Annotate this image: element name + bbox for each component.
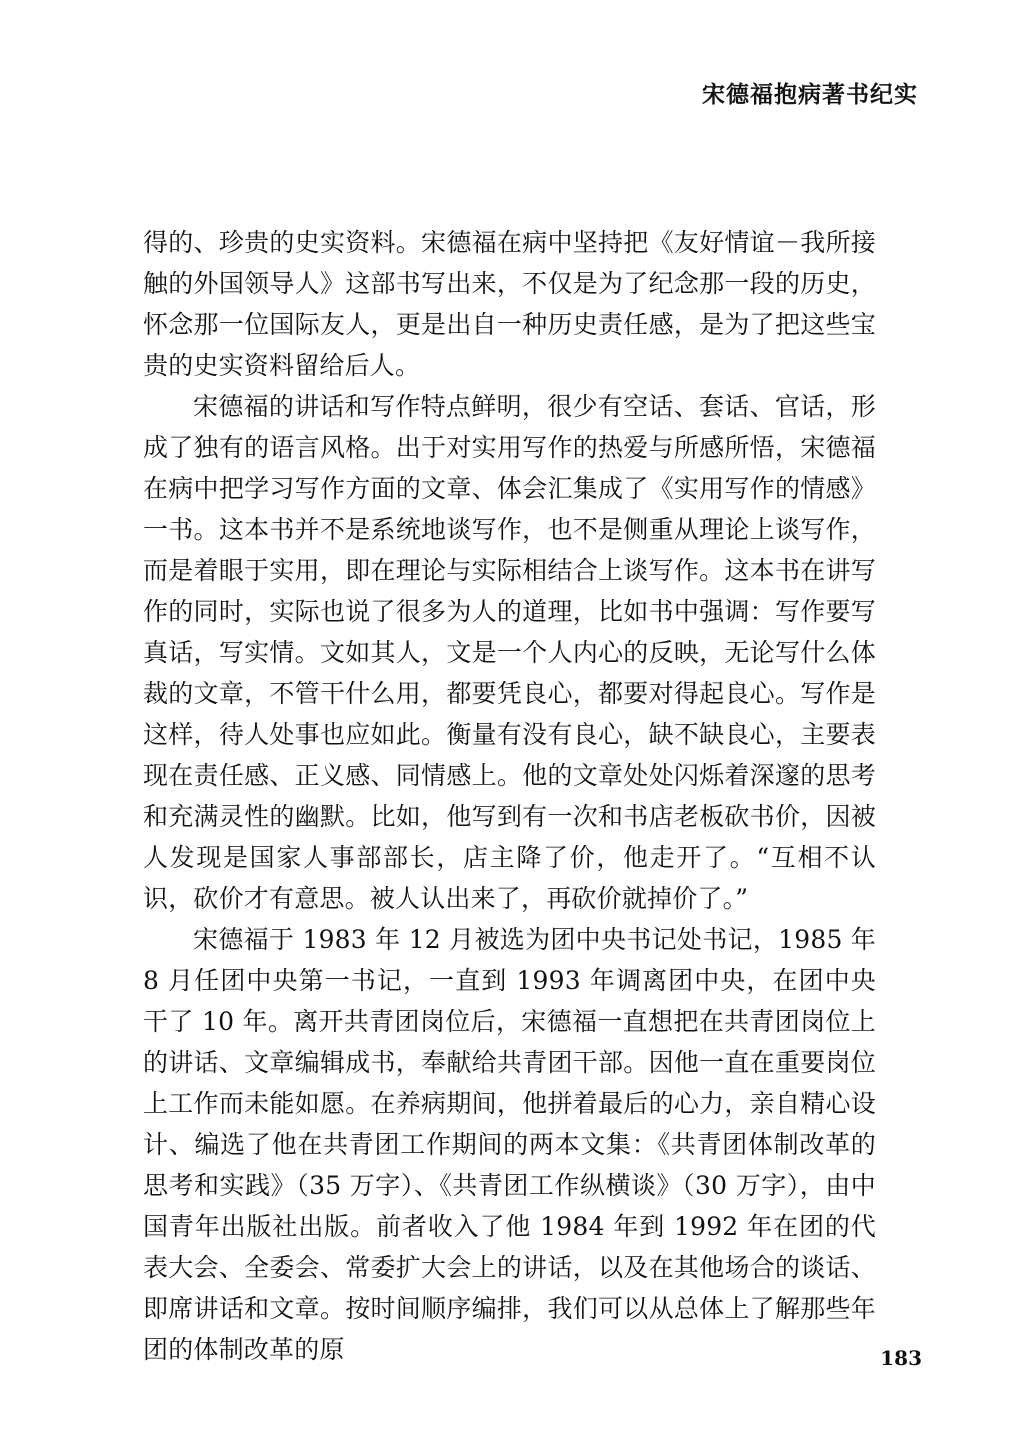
running-header-title: 宋德福抱病著书纪实 <box>702 81 918 108</box>
paragraph-continued: 得的、珍贵的史实资料。宋德福在病中坚持把《友好情谊－我所接触的外国领导人》这部书写出来，不仅是为了纪念那一段的历史，怀念那一位国际友人，更是出自一种历史责任感，是为了把这些宝贵的史实资料留给后人。 <box>143 228 876 380</box>
page-number: 183 <box>880 1346 922 1370</box>
body-text <box>143 222 876 1370</box>
paragraph-youth-league: 宋德福于 1983 年 12 月被选为团中央书记处书记，1985 年 8 月任团中央第一书记，一直到 1993 年调离团中央，在团中央干了 10 年。离开共青团岗位后，宋德福一直想把在共青团岗位上的讲话、文章编辑成书，奉献给共青团干部。因他一直在重要岗位上工作而未能如愿。在养病期间，他拼着最后的心力，亲自精心设计、编选了他在共青团工作期间的两本文集：《共青团体制改革的思考和实践》（35 万字）、《共青团工作纵横谈》（30 万字），由中国青年出版社出版。前者收入了他 1984 年到 1992 年在团的代表大会、全委会、常委扩大会上的讲话，以及在其他场合的谈话、即席讲话和文章。按时间顺序编排，我们可以从总体上了解那些年团的体制改革的原 <box>143 925 876 1364</box>
paragraph-writing-style: 宋德福的讲话和写作特点鲜明，很少有空话、套话、官话，形成了独有的语言风格。出于对实用写作的热爱与所感所悟，宋德福在病中把学习写作方面的文章、体会汇集成了《实用写作的情感》一书。这本书并不是系统地谈写作，也不是侧重从理论上谈写作，而是着眼于实用，即在理论与实际相结合上谈写作。这本书在讲写作的同时，实际也说了很多为人的道理，比如书中强调：写作要写真话，写实情。文如其人，文是一个人内心的反映，无论写什么体裁的文章，不管干什么用，都要凭良心，都要对得起良心。写作是这样，待人处事也应如此。衡量有没有良心，缺不缺良心，主要表现在责任感、正义感、同情感上。他的文章处处闪烁着深邃的思考和充满灵性的幽默。比如，他写到有一次和书店老板砍书价，因被人发现是国家人事部部长，店主降了价，他走开了。“互相不认识，砍价才有意思。被人认出来了，再砍价就掉价了。” <box>143 392 876 913</box>
